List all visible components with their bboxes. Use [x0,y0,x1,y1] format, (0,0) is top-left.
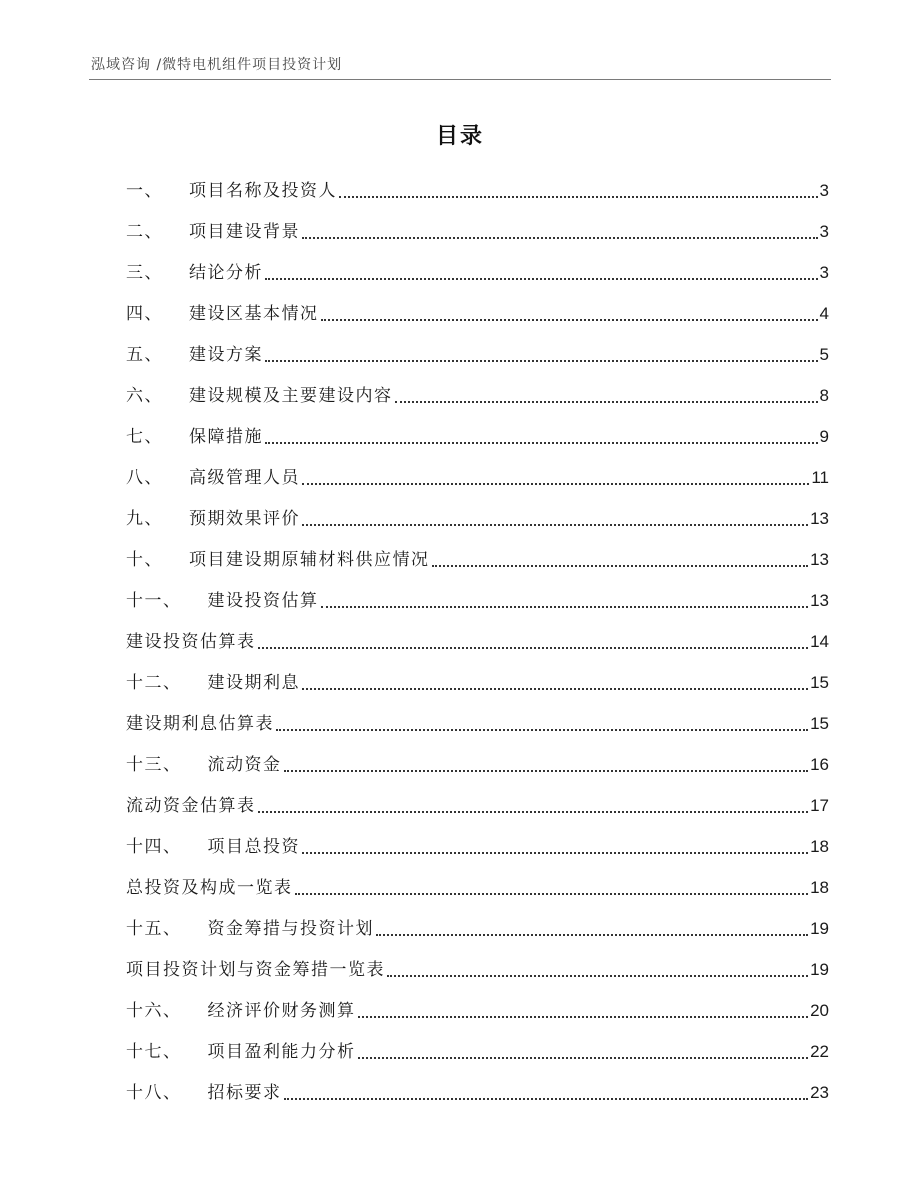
toc-entry-label: 建设期利息 [207,673,300,693]
toc-entry-page-number: 16 [810,755,829,774]
toc-entry[interactable] [126,537,829,578]
toc-entry-label: 预期效果评价 [189,509,300,529]
toc-dot-leader [358,1016,809,1018]
toc-entry-label: 项目总投资 [207,837,300,857]
toc-entry-page-number: 15 [810,673,829,692]
toc-entry[interactable] [126,455,829,496]
toc-dot-leader [432,565,809,567]
toc-entry-number: 十三、 [126,755,182,775]
toc-entry-label: 项目盈利能力分析 [207,1042,356,1062]
toc-entry-number: 一、 [126,181,163,201]
toc-entry-number: 十一、 [126,591,182,611]
toc-entry-label: 建设区基本情况 [189,304,319,324]
toc-entry[interactable] [126,209,829,250]
toc-dot-leader [302,483,809,485]
toc-entry-label: 结论分析 [189,263,263,283]
toc-entry[interactable] [126,660,829,701]
toc-entry-number: 七、 [126,427,163,447]
toc-dot-leader [321,606,809,608]
toc-dot-leader [302,852,808,854]
toc-dot-leader [376,934,808,936]
toc-entry-page-number: 20 [810,1001,829,1020]
toc-entry[interactable] [126,701,829,742]
toc-entry[interactable] [126,496,829,537]
toc-entry[interactable] [126,1029,829,1070]
toc-entry[interactable] [126,824,829,865]
toc-entry[interactable] [126,168,829,209]
toc-entry-page-number: 13 [810,550,829,569]
header-rule [89,79,831,80]
toc-entry-label: 项目建设期原辅材料供应情况 [189,550,430,570]
toc-dot-leader [284,1098,809,1100]
toc-entry-label: 资金筹措与投资计划 [207,919,374,939]
toc-entry[interactable] [126,1070,829,1111]
toc-entry-label: 建设规模及主要建设内容 [189,386,393,406]
toc-dot-leader [302,524,808,526]
running-header: 泓域咨询 /微特电机组件项目投资计划 [91,57,343,73]
toc-entry[interactable] [126,332,829,373]
toc-entry-label: 高级管理人员 [189,468,300,488]
toc-entry-number: 四、 [126,304,163,324]
toc-entry[interactable] [126,619,829,660]
toc-entry-number: 十二、 [126,673,182,693]
toc-entry-number: 五、 [126,345,163,365]
toc-entry-number: 八、 [126,468,163,488]
toc-entry-label: 保障措施 [189,427,263,447]
toc-entry-page-number: 18 [810,837,829,856]
toc-entry-number: 十五、 [126,919,182,939]
toc-entry-page-number: 13 [810,509,829,528]
toc-entry-number: 二、 [126,222,163,242]
toc-entry-page-number: 23 [810,1083,829,1102]
toc-entry-number: 十八、 [126,1083,182,1103]
toc-entry-label: 招标要求 [207,1083,282,1103]
toc-entry[interactable] [126,291,829,332]
toc-entry-label: 建设投资估算 [207,591,319,611]
toc-entry-number: 九、 [126,509,163,529]
toc-entry-label: 流动资金 [207,755,282,775]
toc-dot-leader [276,729,808,731]
toc-entry-page-number: 3 [819,263,829,282]
toc-entry-number: 十四、 [126,837,182,857]
toc-entry-label: 项目投资计划与资金筹措一览表 [126,960,385,980]
toc-entry-page-number: 3 [819,222,829,241]
toc-dot-leader [358,1057,809,1059]
toc-dot-leader [265,278,818,280]
toc-dot-leader [387,975,808,977]
toc-entry[interactable] [126,783,829,824]
toc-entry-number: 三、 [126,263,163,283]
toc-entry-page-number: 17 [810,796,829,815]
toc-entry-number: 六、 [126,386,163,406]
toc-entry-number: 十六、 [126,1001,182,1021]
toc-dot-leader [284,770,809,772]
toc-entry-label: 项目建设背景 [189,222,300,242]
toc-entry-label: 建设方案 [189,345,263,365]
toc-dot-leader [339,196,818,198]
toc-entry[interactable] [126,906,829,947]
toc-entry[interactable] [126,578,829,619]
toc-list [126,168,829,1111]
toc-title: 目录 [435,124,484,149]
toc-entry-page-number: 5 [819,345,829,364]
toc-entry[interactable] [126,250,829,291]
toc-dot-leader [302,688,808,690]
toc-entry[interactable] [126,373,829,414]
toc-dot-leader [302,237,818,239]
toc-entry-label: 流动资金估算表 [126,796,256,816]
toc-entry-page-number: 11 [811,468,829,487]
toc-entry-number: 十七、 [126,1042,182,1062]
toc-entry-page-number: 15 [810,714,829,733]
toc-entry[interactable] [126,865,829,906]
toc-entry-number: 十、 [126,550,163,570]
toc-dot-leader [265,360,818,362]
toc-entry-label: 总投资及构成一览表 [126,878,293,898]
toc-dot-leader [395,401,818,403]
toc-entry-label: 建设期利息估算表 [126,714,274,734]
toc-entry-page-number: 14 [810,632,829,651]
toc-entry-label: 经济评价财务测算 [207,1001,356,1021]
toc-dot-leader [321,319,818,321]
toc-entry[interactable] [126,414,829,455]
toc-entry-page-number: 13 [810,591,829,610]
toc-dot-leader [295,893,809,895]
toc-entry-page-number: 19 [810,960,829,979]
toc-dot-leader [258,647,809,649]
toc-entry[interactable] [126,988,829,1029]
toc-dot-leader [265,442,818,444]
toc-entry[interactable] [126,742,829,783]
toc-entry-page-number: 4 [819,304,829,323]
toc-entry-page-number: 8 [819,386,829,405]
toc-entry-page-number: 19 [810,919,829,938]
toc-dot-leader [258,811,809,813]
toc-entry-label: 建设投资估算表 [126,632,256,652]
toc-entry-page-number: 3 [819,181,829,200]
toc-entry-page-number: 22 [810,1042,829,1061]
toc-entry-label: 项目名称及投资人 [189,181,337,201]
toc-entry-page-number: 18 [810,878,829,897]
toc-entry[interactable] [126,947,829,988]
toc-entry-page-number: 9 [819,427,829,446]
